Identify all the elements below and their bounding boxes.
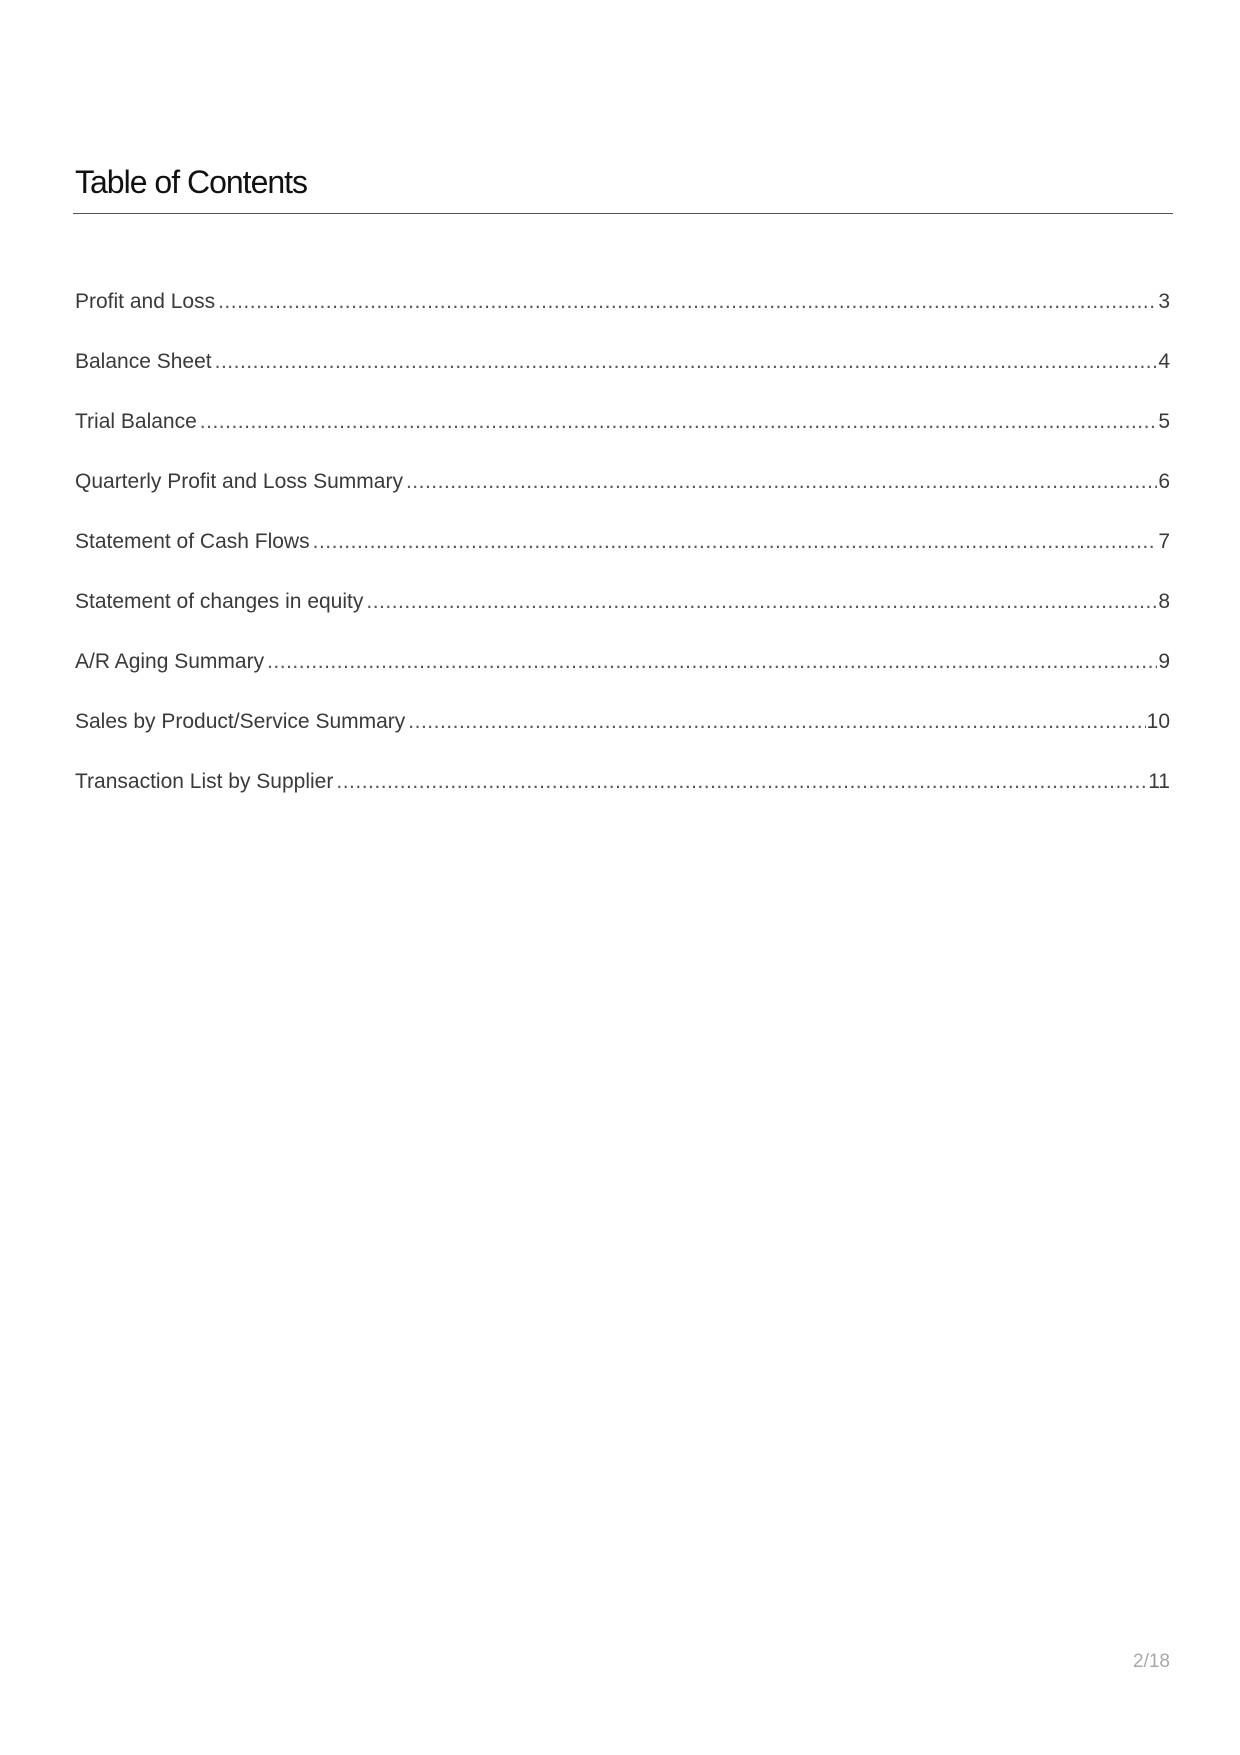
toc-entry-page: 11 [1148, 770, 1170, 793]
toc-entry-label: Sales by Product/Service Summary [75, 710, 406, 733]
toc-entry-label: Quarterly Profit and Loss Summary [75, 470, 403, 493]
toc-entry-statement-of-changes-in-equity[interactable] [75, 588, 1170, 648]
toc-dot-leader [406, 468, 1157, 496]
toc-dot-leader [267, 648, 1157, 676]
toc-dot-leader [200, 408, 1158, 436]
toc-entry-page: 5 [1158, 410, 1170, 433]
toc-entry-statement-of-cash-flows[interactable] [75, 528, 1170, 588]
toc-dot-leader [408, 708, 1145, 736]
toc-entry-label: Trial Balance [75, 410, 197, 433]
toc-entry-transaction-list-by-supplier[interactable] [75, 768, 1170, 828]
toc-entry-label: Profit and Loss [75, 290, 216, 313]
toc-entry-label: Transaction List by Supplier [75, 770, 334, 793]
toc-entry-page: 10 [1146, 710, 1170, 733]
toc-entry-page: 9 [1158, 650, 1170, 673]
toc-entry-page: 6 [1158, 470, 1170, 493]
toc-dot-leader [313, 528, 1158, 556]
toc-entry-page: 3 [1158, 290, 1170, 313]
toc-dot-leader [215, 348, 1158, 376]
toc-dot-leader [366, 588, 1157, 616]
toc-entry-page: 8 [1158, 590, 1170, 613]
toc-entry-label: Statement of changes in equity [75, 590, 364, 613]
toc-entry-trial-balance[interactable] [75, 408, 1170, 468]
page-number: 2/18 [1133, 1651, 1170, 1672]
toc-entry-label: A/R Aging Summary [75, 650, 265, 673]
toc-entry-sales-by-product-service-summary[interactable] [75, 708, 1170, 768]
toc-list [75, 288, 1170, 828]
toc-entry-page: 7 [1158, 530, 1170, 553]
toc-dot-leader [218, 288, 1157, 316]
toc-entry-label: Statement of Cash Flows [75, 530, 310, 553]
title-divider [73, 213, 1173, 214]
toc-dot-leader [336, 768, 1147, 796]
page-title: Table of Contents [75, 164, 308, 200]
toc-entry-ar-aging-summary[interactable] [75, 648, 1170, 708]
toc-entry-label: Balance Sheet [75, 350, 212, 373]
toc-entry-page: 4 [1158, 350, 1170, 373]
toc-entry-quarterly-profit-and-loss-summary[interactable] [75, 468, 1170, 528]
toc-entry-profit-and-loss[interactable] [75, 288, 1170, 348]
toc-entry-balance-sheet[interactable] [75, 348, 1170, 408]
